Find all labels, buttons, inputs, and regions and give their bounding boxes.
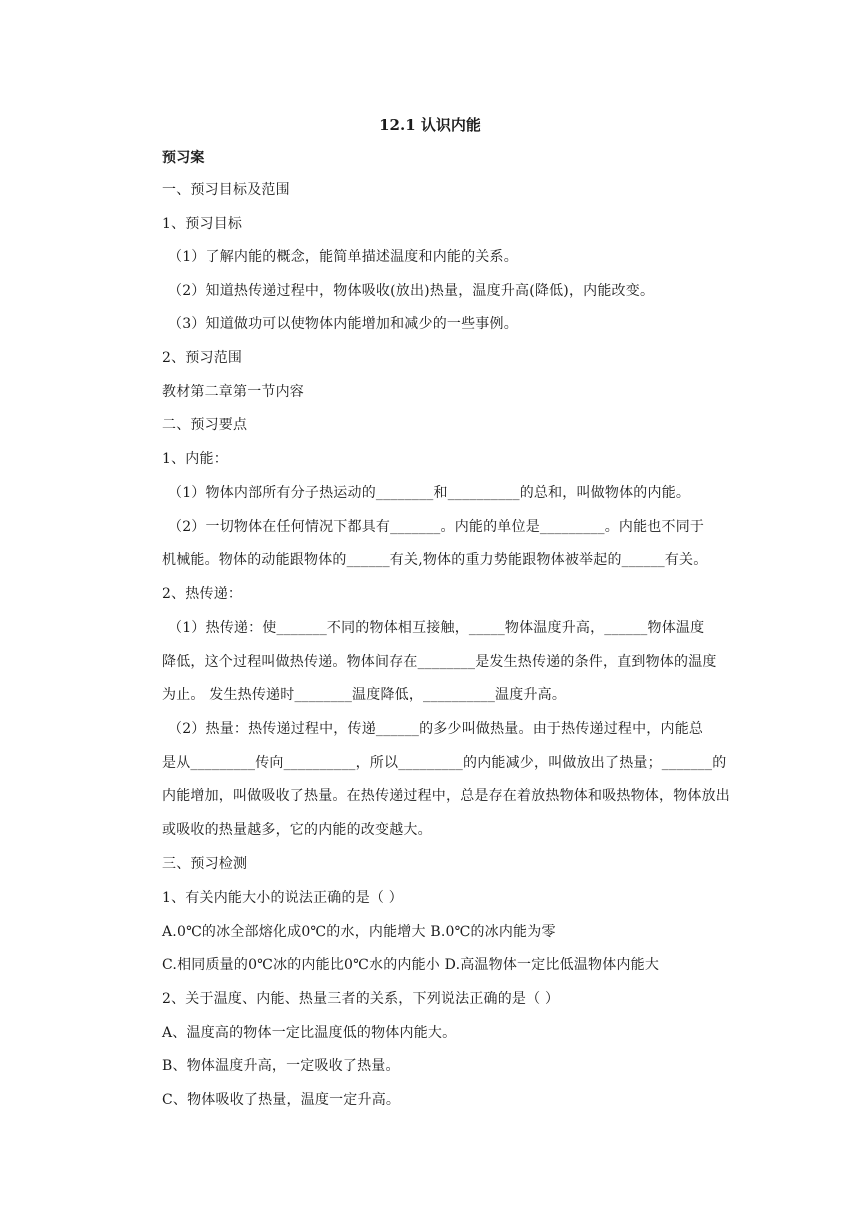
heat-quantity-item-2: （2）热量：热传递过程中，传递______的多少叫做热量。由于热传递过程中，内能总 [168, 721, 704, 737]
heading-preview-goals: 1、预习目标 [162, 216, 243, 232]
goal-item-3: （3）知道做功可以使物体内能增加和减少的一些事例。 [168, 316, 518, 332]
question-1-options-cd: C.相同质量的0℃冰的内能比0℃水的内能小 D.高温物体一定比低温物体内能大 [162, 957, 660, 973]
heat-transfer-item-1-cont-1: 降低，这个过程叫做热传递。物体间存在________是发生热传递的条件，直到物体的温度 [162, 654, 717, 670]
heading-preview-scope: 2、预习范围 [162, 350, 243, 366]
heat-transfer-item-1: （1）热传递：使_______不同的物体相互接触，_____物体温度升高，______物体温度 [168, 620, 705, 636]
section-label: 预习案 [162, 150, 205, 166]
heat-quantity-item-2-cont-3: 或吸收的热量越多，它的内能的改变越大。 [162, 822, 432, 838]
heat-transfer-item-1-cont-2: 为止。 发生热传递时________温度降低，__________温度升高。 [162, 687, 567, 703]
question-1-options-ab: A.0℃的冰全部熔化成0℃的水，内能增大 B.0℃的冰内能为零 [162, 924, 556, 940]
scope-text: 教材第二章第一节内容 [162, 384, 304, 400]
heat-quantity-item-2-cont-1: 是从_________传向__________，所以_________的内能减少，叫做放出了热量；_______的 [162, 755, 727, 771]
heading-key-points: 二、预习要点 [162, 417, 248, 433]
heading-preview-test: 三、预习检测 [162, 856, 248, 872]
heading-internal-energy: 1、内能： [162, 451, 228, 467]
question-2-option-a: A、温度高的物体一定比温度低的物体内能大。 [162, 1025, 457, 1041]
internal-energy-item-2: （2）一切物体在任何情况下都具有_______。内能的单位是_________。内能也不同于 [168, 519, 705, 535]
page-title: 12.1 认识内能 [379, 116, 481, 134]
question-2-option-c: C、物体吸收了热量，温度一定升高。 [162, 1092, 401, 1108]
internal-energy-item-1: （1）物体内部所有分子热运动的________和__________的总和，叫做物体的内能。 [168, 485, 691, 501]
heading-heat-transfer: 2、热传递： [162, 586, 243, 602]
goal-item-2: （2）知道热传递过程中，物体吸收(放出)热量，温度升高(降低)，内能改变。 [168, 283, 655, 299]
question-2-option-b: B、物体温度升高，一定吸收了热量。 [162, 1058, 400, 1074]
heat-quantity-item-2-cont-2: 内能增加，叫做吸收了热量。在热传递过程中，总是存在着放热物体和吸热物体，物体放出 [162, 788, 730, 804]
heading-preview-goals-scope: 一、预习目标及范围 [162, 182, 290, 198]
question-1: 1、有关内能大小的说法正确的是（ ） [162, 890, 403, 906]
internal-energy-item-2-cont: 机械能。物体的动能跟物体的______有关,物体的重力势能跟物体被举起的______有关。 [162, 552, 708, 568]
question-2: 2、关于温度、内能、热量三者的关系，下列说法正确的是（ ） [162, 991, 560, 1007]
goal-item-1: （1）了解内能的概念，能简单描述温度和内能的关系。 [168, 249, 518, 265]
